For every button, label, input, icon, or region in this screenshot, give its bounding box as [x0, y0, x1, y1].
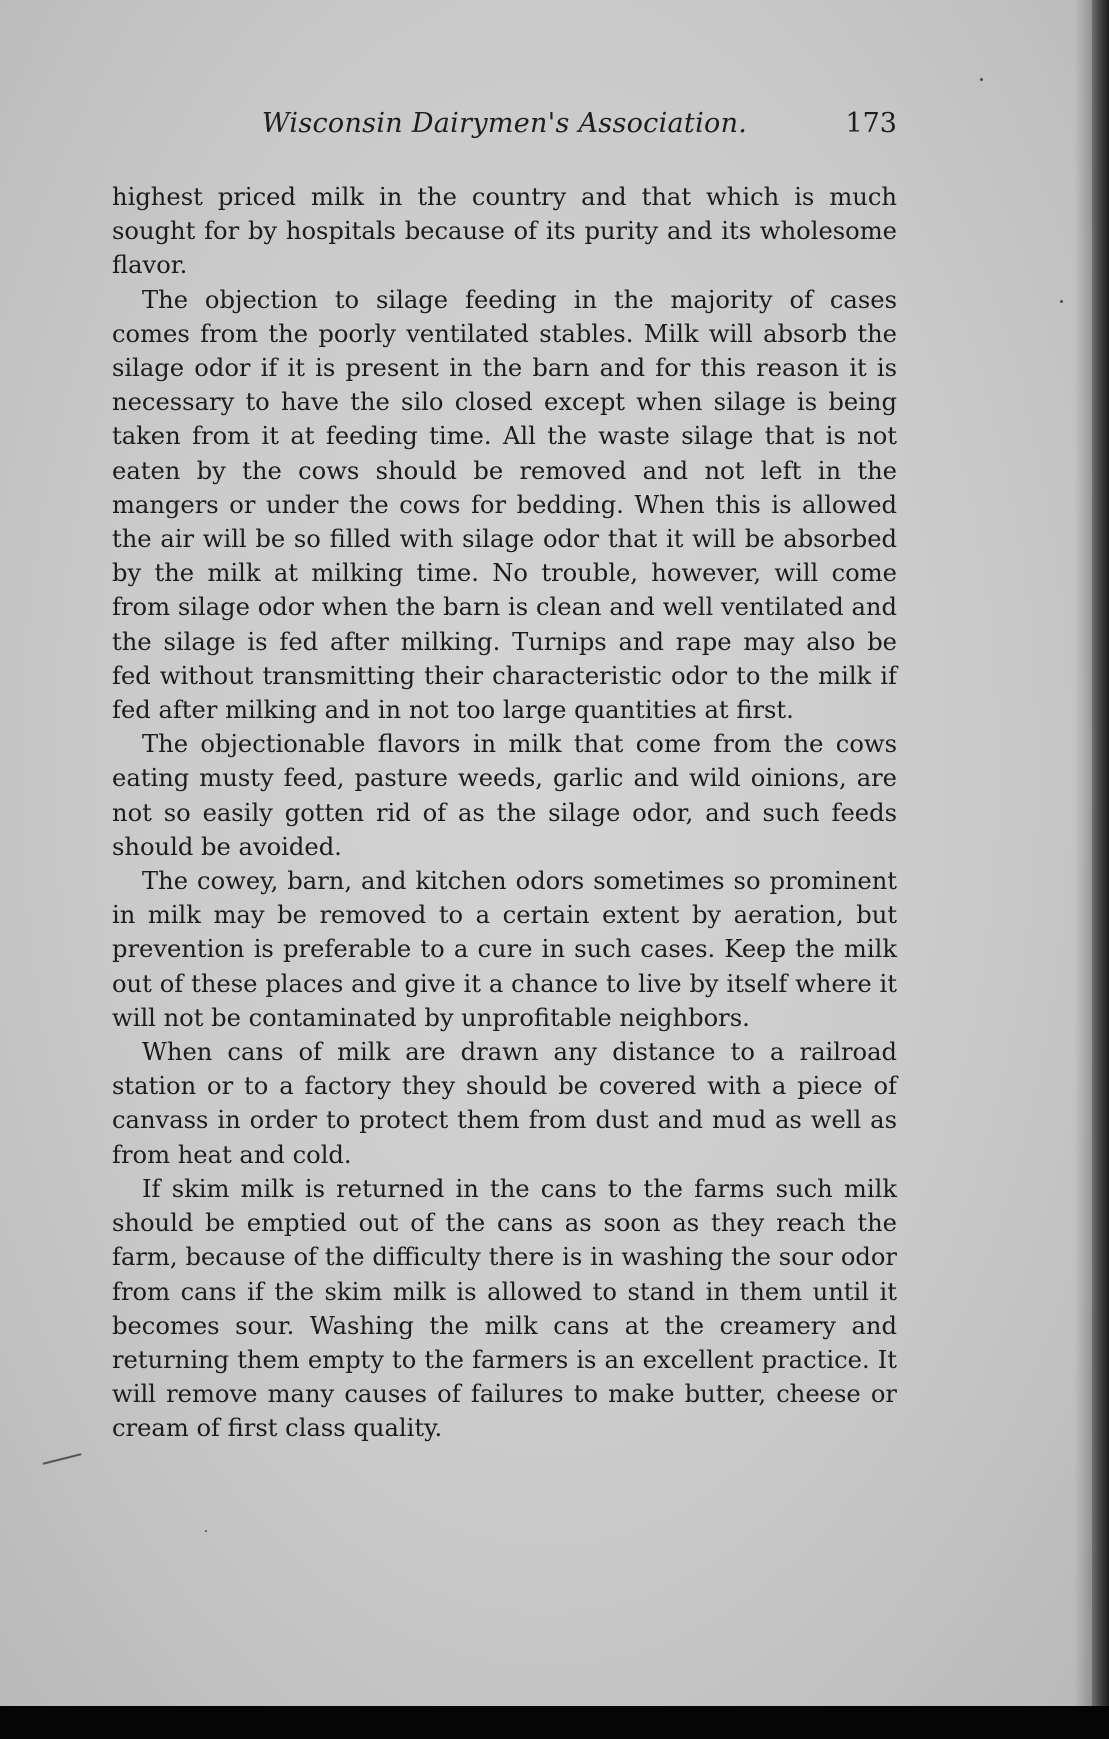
paragraph-2: The objection to silage feeding in the majority of cases comes from the poorly ventilated stables. Milk will absorb the silage odor if it is present in the barn and for this reason it is necessary to have the silo closed except when silage is being taken from it at feeding time. All the waste silage that is not eaten by the cows should be removed and not left in the mangers or under the cows for bedding. When this is allowed the air will be so filled with silage odor that it will be absorbed by the milk at milking time. No trouble, however, will come from silage odor when the barn is clean and well ventilated and the silage is fed after milking. Turnips and rape may also be fed without transmitting their characteristic odor to the milk if fed after milking and in not too large quantities at first.: [112, 285, 897, 725]
paragraph-3: The objectionable flavors in milk that come from the cows eating musty feed, pasture weeds, garlic and wild oinions, are not so easily gotten rid of as the silage odor, and such feeds should be avoided.: [112, 730, 897, 861]
scan-border: [0, 1706, 1109, 1739]
paragraph-1: highest priced milk in the country and that which is much sought for by hospitals because of its purity and its wholesome flavor.: [112, 183, 897, 280]
paragraph-5: When cans of milk are drawn any distance to a railroad station or to a factory they should be covered with a piece of canvass in order to protect them from dust and mud as well as from heat and cold.: [112, 1038, 897, 1169]
scan-scratch: [42, 1453, 81, 1465]
page-number: 173: [845, 108, 897, 139]
paragraph-4: The cowey, barn, and kitchen odors sometimes so prominent in milk may be removed to a certain extent by aeration, but prevention is preferable to a cure in such cases. Keep the milk out of these places and give it a chance to live by itself where it will not be contaminated by unprofitable neighbors.: [112, 867, 897, 1032]
page-header: [112, 108, 897, 146]
paragraph-6: If skim milk is returned in the cans to the farms such milk should be emptied out of the cans as soon as they reach the farm, because of the difficulty there is in washing the sour odor from cans if the skim milk is allowed to stand in them until it becomes sour. Washing the milk cans at the creamery and returning them empty to the farmers is an excellent practice. It will remove many causes of failures to make butter, cheese or cream of first class quality.: [112, 1174, 897, 1443]
scan-speck: [980, 78, 983, 81]
body-text: [112, 180, 897, 1446]
page-edge-shadow: [1092, 0, 1109, 1706]
scan-speck: [1060, 300, 1063, 303]
running-title: Wisconsin Dairymen's Association.: [261, 108, 748, 139]
scan-speck: [205, 1530, 207, 1532]
